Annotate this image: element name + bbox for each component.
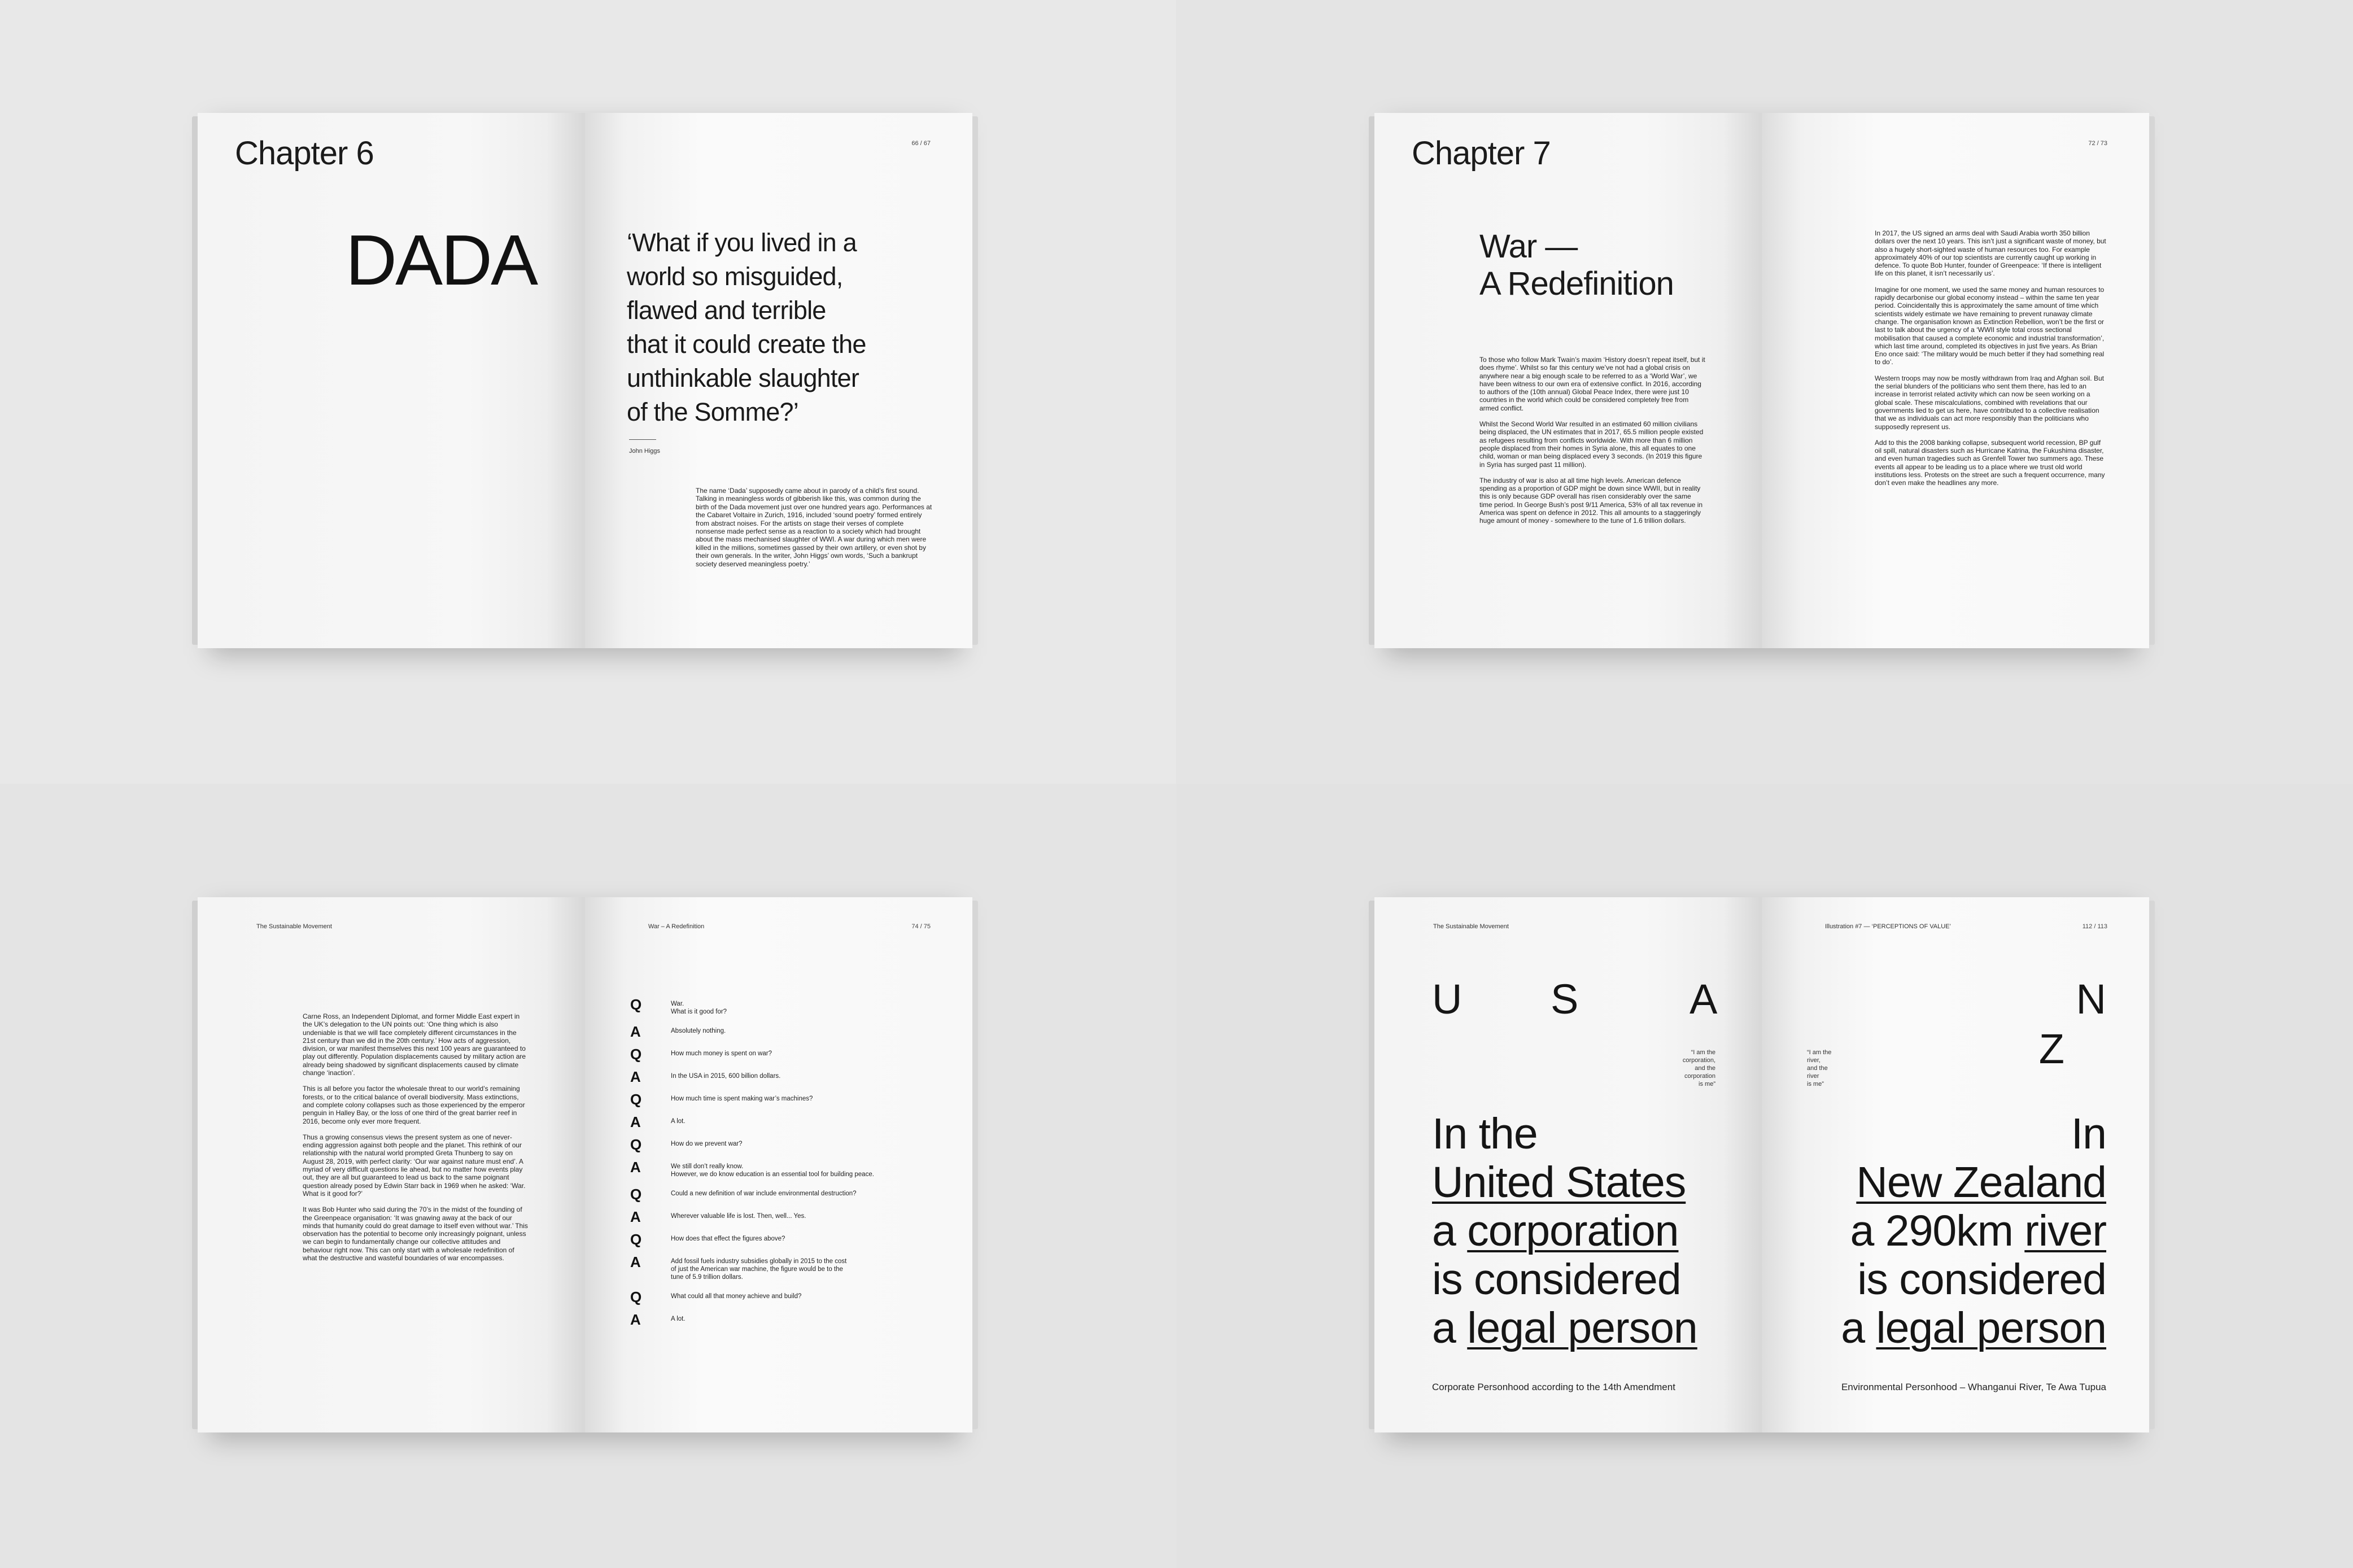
qa-row xyxy=(630,1313,946,1326)
open-book xyxy=(1374,897,2149,1432)
question-marker: Q xyxy=(630,1289,642,1305)
quote-line: and the xyxy=(1807,1065,1828,1072)
headline-word: a 290km xyxy=(1850,1207,2013,1255)
quote-author: John Higgs xyxy=(629,448,661,455)
page-numbers: 72 / 73 xyxy=(2088,140,2107,147)
chapter-heading: Chapter 6 xyxy=(235,135,374,172)
qa-row xyxy=(630,1070,946,1084)
paragraph: Imagine for one moment, we used the same money and human resources to rapidly decarbonise our global economy instead – within the same ten year period. Coincidentally this is approximately the same amount of time which scientists widely estimate we have remaining to prevent runaway climate change. The organisation known as Extinction Rebellion, won’t be the first or last to talk about the urgency of a ‘WWII style total cross sectional mobilisation that caused a complete economic and industrial transformation’, which last time around, completed its objectives in just five years. As Brian Eno once said: ‘The military would be much better if they had something real to do’. xyxy=(1875,285,2105,366)
caption: Environmental Personhood – Whanganui River, Te Awa Tupua xyxy=(1841,1382,2106,1392)
running-header: War – A Redefinition xyxy=(648,923,705,930)
open-book xyxy=(198,113,972,648)
quote-line: flawed and terrible xyxy=(627,296,826,325)
question-marker: Q xyxy=(630,1136,642,1153)
left-page xyxy=(1374,897,1762,1432)
quote-line: corporation xyxy=(1684,1073,1715,1080)
page-numbers: 66 / 67 xyxy=(911,140,931,147)
qa-row xyxy=(630,1233,946,1246)
headline-link: legal person xyxy=(1467,1304,1697,1352)
quote-line: world so misguided, xyxy=(627,262,843,291)
page-numbers: 74 / 75 xyxy=(911,923,931,930)
chapter-title: DADA xyxy=(346,220,537,300)
pull-quote xyxy=(627,226,866,429)
question-text: How much money is spent on war? xyxy=(671,1050,772,1057)
paragraph: It was Bob Hunter who said during the 70’s in the midst of the founding of the Greenpeace organisation: ‘It was gnawing away at the back of our minds that humanity could do great damage to itself even without war.’ This observation has the potential to become only increasingly poignant, unless we can begin to fundamentally change our collective attitudes and behaviour right now. This can only start with a wholesale redefinition of what the destructive and wasteful boundaries of war encompasses. xyxy=(303,1206,528,1263)
body-text: The name ‘Dada’ supposedly came about in parody of a child’s first sound. Talking in meaningless words of gibberish like this, was common during the birth of the Dada movement just over one hundred years ago. Performances at the Cabaret Voltaire in Zurich, 1916, included ‘sound poetry’ formed entirely from abstract noises. For the artists on stage their verses of complete nonsense made perfect sense as a reaction to a society which had brought about the mass mechanised slaughter of WWI. A war during which men were killed in the millions, sometimes gassed by their own artillery, or even shot by their own generals. In the writer, John Higgs’ own words, ‘Such a bankrupt society deserved meaningless poetry.’ xyxy=(696,487,932,568)
divider xyxy=(629,439,656,440)
qa-row xyxy=(630,1210,946,1224)
side-quote xyxy=(1807,1049,1831,1088)
quote-line: corporation, xyxy=(1682,1057,1715,1064)
qa-row xyxy=(630,998,946,1016)
running-header: The Sustainable Movement xyxy=(1433,923,1509,930)
question-marker: Q xyxy=(630,1091,642,1108)
letter-s: S xyxy=(1551,976,1579,1023)
question-text: Could a new definition of war include environmental destruction? xyxy=(671,1190,857,1197)
running-header: The Sustainable Movement xyxy=(256,923,332,930)
question-marker: Q xyxy=(630,1186,642,1203)
quote-line: of the Somme?’ xyxy=(627,398,798,426)
answer-text: We still don’t really know. However, we do know education is an essential tool for building peace. xyxy=(671,1163,874,1178)
qa-row xyxy=(630,1160,946,1178)
headline-link: river xyxy=(2024,1207,2106,1255)
qa-row xyxy=(630,1138,946,1151)
answer-marker: A xyxy=(630,1113,641,1130)
open-book xyxy=(1374,113,2149,648)
qa-row xyxy=(630,1025,946,1038)
headline-line: In the xyxy=(1432,1110,1538,1158)
headline-word: a xyxy=(1432,1304,1456,1352)
body-text xyxy=(1875,229,2106,495)
qa-row xyxy=(630,1290,946,1304)
qa-row xyxy=(630,1093,946,1106)
question-text: How do we prevent war? xyxy=(671,1141,743,1147)
headline-link: corporation xyxy=(1467,1207,1679,1255)
left-page xyxy=(1374,113,1762,648)
paragraph: Western troops may now be mostly withdrawn from Iraq and Afghan soil. But the serial blunders of the politicians who sent them there, has led to an increase in terrorist related activity which can now be seen working on a global scale. These miscalculations, combined with revelations that our governments lied to get us here, have contributed to a collective realisation that we as individuals can act more responsibly than the politicians who supposedly represent us. xyxy=(1875,374,2104,431)
quote-line: “I am the xyxy=(1691,1049,1715,1056)
answer-marker: A xyxy=(630,1311,641,1328)
question-text: How much time is spent making war’s machines? xyxy=(671,1095,813,1102)
quote-line: “I am the xyxy=(1807,1049,1832,1056)
spread-chapter-6 xyxy=(0,0,1176,784)
answer-text: Absolutely nothing. xyxy=(671,1028,726,1034)
headline-line: is considered xyxy=(1432,1255,1681,1304)
running-header: Illustration #7 — ‘PERCEPTIONS OF VALUE’ xyxy=(1825,923,1951,930)
question-text: What could all that money achieve and build? xyxy=(671,1293,802,1300)
quote-line: is me” xyxy=(1807,1081,1824,1087)
right-page xyxy=(1762,113,2149,648)
paragraph: In 2017, the US signed an arms deal with Saudi Arabia worth 350 billion dollars over the next 10 years. This isn’t just a significant waste of money, but also a hugely short-sighted waste of human resources too. For example approximately 40% of our top scientists are currently caught up working in defence. To quote Bob Hunter, founder of Greenpeace: ‘If there is intelligent life on this planet, it isn’t necessarily us’. xyxy=(1875,229,2106,278)
answer-marker: A xyxy=(630,1208,641,1225)
answer-marker: A xyxy=(630,1253,641,1270)
caption: Corporate Personhood according to the 14th Amendment xyxy=(1432,1382,1675,1392)
quote-line: ‘What if you lived in a xyxy=(627,228,857,257)
title-line: War — xyxy=(1479,228,1578,265)
answer-marker: A xyxy=(630,1023,641,1040)
headline-word: a xyxy=(1432,1207,1456,1255)
question-marker: Q xyxy=(630,1231,642,1248)
headline xyxy=(1841,1110,2106,1352)
headline-link: legal person xyxy=(1876,1304,2106,1352)
qa-row xyxy=(630,1047,946,1061)
chapter-heading: Chapter 7 xyxy=(1412,135,1551,172)
spread-qa xyxy=(0,784,1176,1568)
qa-row xyxy=(630,1255,946,1281)
headline-line: is considered xyxy=(1857,1255,2106,1304)
open-book xyxy=(198,897,972,1432)
answer-text: A lot. xyxy=(671,1316,686,1322)
quote-line: and the xyxy=(1695,1065,1715,1072)
answer-marker: A xyxy=(630,1159,641,1176)
quote-line: that it could create the xyxy=(627,330,866,359)
quote-line: unthinkable slaughter xyxy=(627,364,859,392)
left-page xyxy=(198,897,585,1432)
answer-text: Wherever valuable life is lost. Then, well... Yes. xyxy=(671,1213,806,1220)
quote-line: river xyxy=(1807,1073,1819,1080)
headline-word: a xyxy=(1841,1304,1865,1352)
paragraph: Whilst the Second World War resulted in an estimated 60 million civilians being displaced, the UN estimates that in 2017, 65.5 million people existed as refugees resulting from conflicts worldwide. With more than 6 million people displaced from their homes in Syria alone, this all equates to one child, woman or man being displaced every 3 seconds. (In 2019 this figure in Syria has surged past 11 million). xyxy=(1479,420,1704,469)
paragraph: Thus a growing consensus views the present system as one of never-ending aggression against both people and the planet. This rethink of our relationship with the natural world prompted Greta Thunberg to say on August 28, 2019, with perfect clarity: ‘Our war against nature must end’. A myriad of very difficult questions lie ahead, but no matter how events play out, they are all but guaranteed to lead us back to the same poignant question already posed by Edwin Starr back in 1969 when he asked: ‘War. What is it good for?’ xyxy=(303,1133,526,1198)
answer-text: A lot. xyxy=(671,1118,686,1125)
body-text xyxy=(303,1012,529,1270)
question-marker: Q xyxy=(630,996,642,1013)
headline-line: In xyxy=(2071,1110,2106,1158)
question-text: How does that effect the figures above? xyxy=(671,1235,785,1242)
spread-chapter-7 xyxy=(1177,0,2353,784)
title-line: A Redefinition xyxy=(1479,265,1674,302)
page-numbers: 112 / 113 xyxy=(2082,923,2107,930)
answer-marker: A xyxy=(630,1068,641,1085)
left-page xyxy=(198,113,585,648)
paragraph: The industry of war is also at all time high levels. American defence spending as a proportion of GDP might be down since WWII, but in reality this is only because GDP overall has risen considerably over the same time period. In George Bush’s post 9/11 America, 53% of all tax revenue in America was spent on defence in 2012. This all amounts to a staggeringly huge amount of money - somewhere to the tune of 1.6 trillion dollars. xyxy=(1479,476,1703,525)
headline-link: United States xyxy=(1432,1158,1686,1207)
letter-z: Z xyxy=(2038,1025,2064,1072)
right-page xyxy=(1762,897,2149,1432)
right-page xyxy=(585,897,972,1432)
body-text xyxy=(1479,356,1705,533)
headline-link: New Zealand xyxy=(1856,1158,2106,1207)
answer-text: Add fossil fuels industry subsidies globally in 2015 to the cost of just the American war machine, the figure would be to the tune of 5.9 trillion dollars. xyxy=(671,1258,847,1281)
question-text: War. What is it good for? xyxy=(671,1001,727,1015)
answer-text: In the USA in 2015, 600 billion dollars. xyxy=(671,1073,781,1080)
spread-legal-person xyxy=(1177,784,2353,1568)
headline xyxy=(1432,1110,1697,1352)
letter-n: N xyxy=(2076,976,2106,1023)
quote-line: river, xyxy=(1807,1057,1821,1064)
qa-row xyxy=(630,1187,946,1201)
right-page xyxy=(585,113,972,648)
qa-list xyxy=(630,998,946,1335)
quote-line: is me” xyxy=(1699,1081,1715,1087)
chapter-title xyxy=(1479,228,1674,303)
side-quote xyxy=(1683,1049,1715,1088)
paragraph: Add to this the 2008 banking collapse, subsequent world recession, BP gulf oil spill, natural disasters such as Hurricane Katrina, the Fukushima disaster, and even human tragedies such as Grenfell Tower two summers ago. These events all appear to be leading us to a place where we trust old world institutions less. Protests on the street are such a frequent occurrence, many don’t even make the headlines any more. xyxy=(1875,438,2105,487)
question-marker: Q xyxy=(630,1046,642,1063)
letter-u: U xyxy=(1432,976,1463,1023)
paragraph: This is all before you factor the wholesale threat to our world’s remaining forests, or to the critical balance of overall biodiversity. Mass extinctions, and complete colony collapses such as those experienced by the emperor penguin in Halley Bay, or the loss of one third of the great barrier reef in 2016, become only ever more frequent. xyxy=(303,1085,525,1125)
letter-a: A xyxy=(1690,976,1718,1023)
paragraph: Carne Ross, an Independent Diplomat, and former Middle East expert in the UK’s delegation to the UN points out: ‘One thing which is also undeniable is that we will face completely different circumstances in the 21st century than we did in the 20th century.’ How acts of aggression, division, or war manifest themselves this next 100 years are guaranteed to play out differently. Population displacements caused by military action are already being shadowed by significant displacements caused by climate change ‘inaction’. xyxy=(303,1012,526,1077)
qa-row xyxy=(630,1115,946,1129)
paragraph: To those who follow Mark Twain’s maxim ‘History doesn’t repeat itself, but it does rhyme’. Whilst so far this century we’ve not had a global crisis on anywhere near a big enough scale to be referred to as a ‘World War’, we have been witness to our own era of extensive conflict. In 2016, according to authors of the (10th annual) Global Peace Index, there were just 10 countries in the world which could be considered completely free from armed conflict. xyxy=(1479,356,1705,412)
